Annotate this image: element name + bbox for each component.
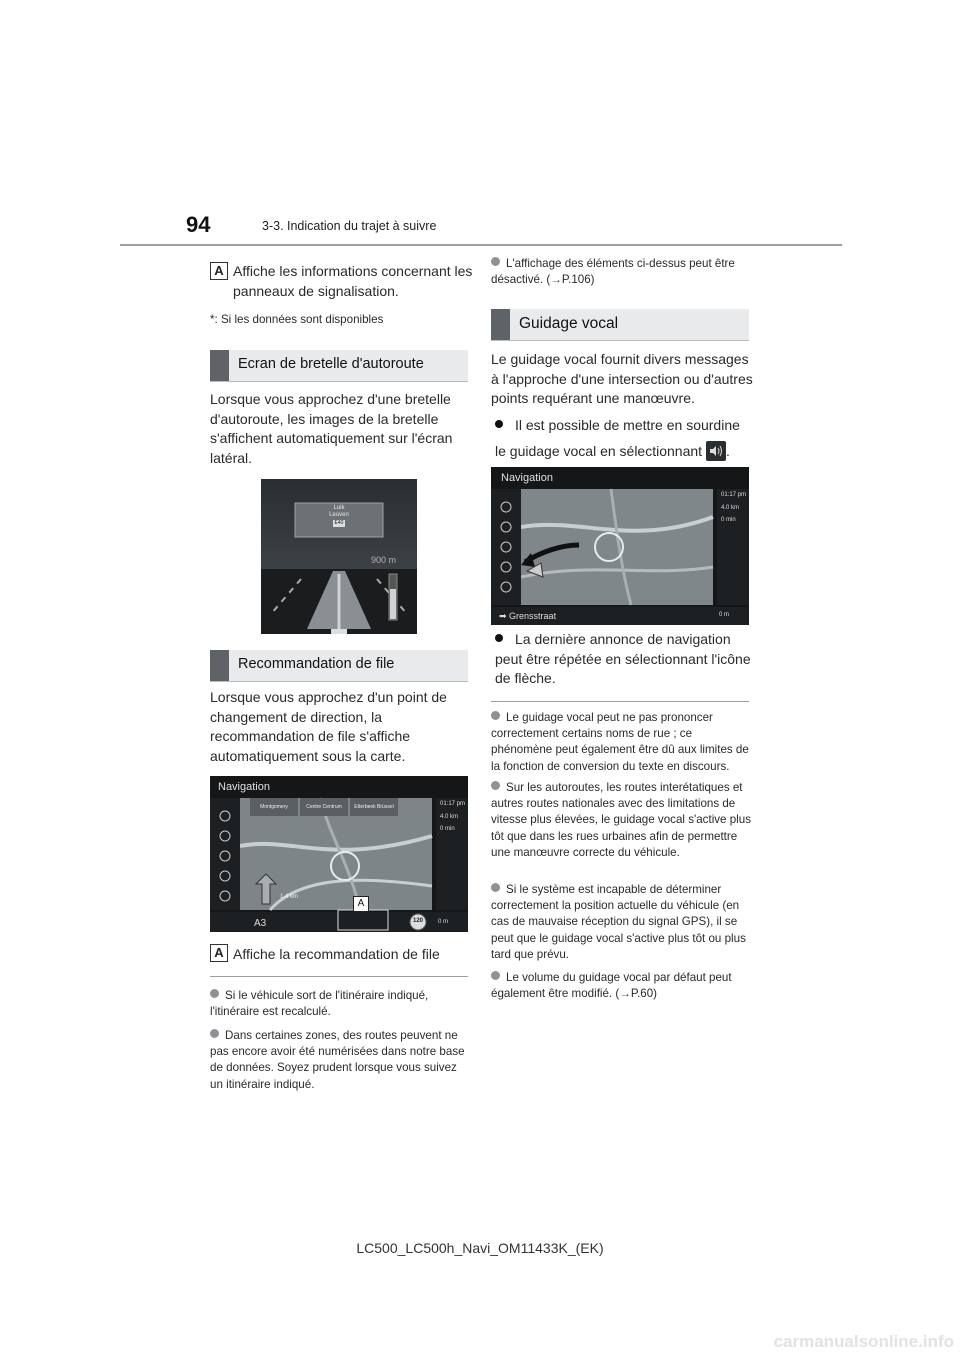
- header-rule: [120, 244, 842, 246]
- speaker-icon: [706, 441, 726, 461]
- note-bullet-icon: [491, 711, 500, 720]
- callout-a-label: A: [210, 262, 228, 280]
- bullet-icon: [495, 634, 503, 642]
- ramp-screen-image: [261, 479, 417, 634]
- nav1-lane-panel: [250, 798, 398, 816]
- nav2-time: 01:17 pm: [721, 492, 747, 498]
- ramp-sign-shield: E40: [334, 520, 344, 526]
- notes-divider-left: [210, 976, 468, 977]
- voice-bullet-2: La dernière annonce de navigation peut être répétée en sélectionnant l'icône de flèche.: [495, 631, 751, 686]
- lane-sign: Montgomery: [250, 798, 298, 816]
- section-bar: [210, 650, 229, 681]
- section-header-ramp: [210, 350, 468, 382]
- right-note-4: Le volume du guidage vocal par défaut peut également être modifié. (→P.60): [491, 971, 732, 1001]
- section-header-lane: [210, 650, 468, 682]
- nav2-title: Navigation: [501, 472, 553, 484]
- right-note-top: L'affichage des éléments ci-dessus peut être désactivé. (→P.106): [491, 257, 735, 287]
- nav1-scale: 1.4 km: [280, 894, 299, 900]
- ramp-sign: [295, 505, 383, 527]
- ramp-distance: 900 m: [371, 555, 397, 565]
- ramp-paragraph: Lorsque vous approchez d'une bretelle d'autoroute, les images de la bretelle s'affichent automatiquement sur l'écran latéral.: [210, 391, 453, 466]
- callout-a-label-2: A: [210, 944, 228, 962]
- note-bullet-icon: [491, 257, 500, 266]
- section-title-voice: Guidage vocal: [519, 315, 619, 332]
- right-note-3: Si le système est incapable de déterminer correctement la position actuelle du véhicule (en cas de mauvaise réception du signal GPS), il se peut que le guidage vocal s'active plus tôt ou plus tard que prévu.: [491, 883, 746, 961]
- section-title-lane: Recommandation de file: [238, 656, 395, 672]
- section-bar: [210, 350, 229, 381]
- footnote-star: *: Si les données sont disponibles: [210, 313, 384, 326]
- ramp-sign-line2: Leuven: [329, 512, 349, 518]
- voice-paragraph: Le guidage vocal fournit divers messages à l'approche d'une intersection ou d'autres points requérant une manœuvre.: [491, 351, 753, 406]
- right-note-1: Le guidage vocal peut ne pas prononcer correctement certains noms de rue ; ce phénomène peut également être dû aux limites de la fonction de conversion du texte en discours.: [491, 711, 749, 773]
- notes-divider-right: [491, 701, 749, 702]
- lane-nav-screen: [210, 776, 468, 932]
- nav2-bottom-distance: 0 m: [719, 612, 730, 618]
- nav1-remaining: 0 min: [440, 826, 455, 832]
- nav1-callout-a: A: [353, 896, 369, 912]
- chapter-title: 3-3. Indication du trajet à suivre: [262, 219, 437, 233]
- nav2-distance: 4.0 km: [721, 505, 740, 511]
- nav1-bottom-distance: 0 m: [438, 919, 449, 925]
- note-bullet-icon: [491, 883, 500, 892]
- nav1-street: A3: [254, 918, 267, 929]
- section-bar: [491, 309, 510, 340]
- arrow-right-icon: ➡: [499, 611, 510, 621]
- nav1-title: Navigation: [218, 781, 270, 793]
- lane-paragraph: Lorsque vous approchez d'un point de changement de direction, la recommandation de file s'affiche automatiquement sous la carte.: [210, 689, 447, 764]
- left-note-1: Si le véhicule sort de l'itinéraire indiqué, l'itinéraire est recalculé.: [210, 989, 429, 1019]
- ramp-sign-line1: Luik: [333, 505, 345, 511]
- note-bullet-icon: [491, 971, 500, 980]
- nav2-map-illustration: [491, 467, 749, 625]
- bullet-icon: [495, 420, 503, 428]
- note-bullet-icon: [210, 1029, 219, 1038]
- document-code: LC500_LC500h_Navi_OM11433K_(EK): [356, 1240, 604, 1256]
- page-number: 94: [186, 212, 211, 237]
- nav1-time: 01:17 pm: [440, 801, 466, 807]
- callout-a-description: Affiche les informations concernant les panneaux de signalisation.: [233, 263, 473, 299]
- section-title-ramp: Ecran de bretelle d'autoroute: [238, 356, 424, 372]
- lane-sign: Etterbeek Brüssel: [350, 798, 398, 816]
- callout-a-description-2: Affiche la recommandation de file: [233, 946, 440, 962]
- section-header-voice: [491, 309, 749, 341]
- note-bullet-icon: [210, 989, 219, 998]
- voice-bullet-1: Il est possible de mettre en sourdine le guidage vocal en sélectionnant .: [495, 417, 740, 459]
- lane-sign: Centre Centrum: [300, 798, 348, 816]
- left-note-2: Dans certaines zones, des routes peuvent ne pas encore avoir été numérisées dans notre base de données. Soyez prudent lorsque vous suivez un itinéraire indiqué.: [210, 1029, 465, 1091]
- right-note-2: Sur les autoroutes, les routes interétatiques et autres routes nationales avec des limitations de vitesse plus élevées, le guidage vocal s'active plus tôt que dans les rues urbaines afin de permettre une manœuvre correcte du véhicule.: [491, 781, 751, 859]
- nav2-remaining: 0 min: [721, 517, 736, 523]
- watermark: carmanualsonline.info: [773, 1332, 954, 1351]
- note-bullet-icon: [491, 781, 500, 790]
- nav2-street-line: [499, 611, 556, 622]
- voice-nav-screen: [491, 467, 749, 625]
- nav2-street: Grensstraat: [509, 611, 557, 621]
- nav1-speed-limit: 120: [413, 918, 424, 924]
- nav1-distance: 4.0 km: [440, 814, 459, 820]
